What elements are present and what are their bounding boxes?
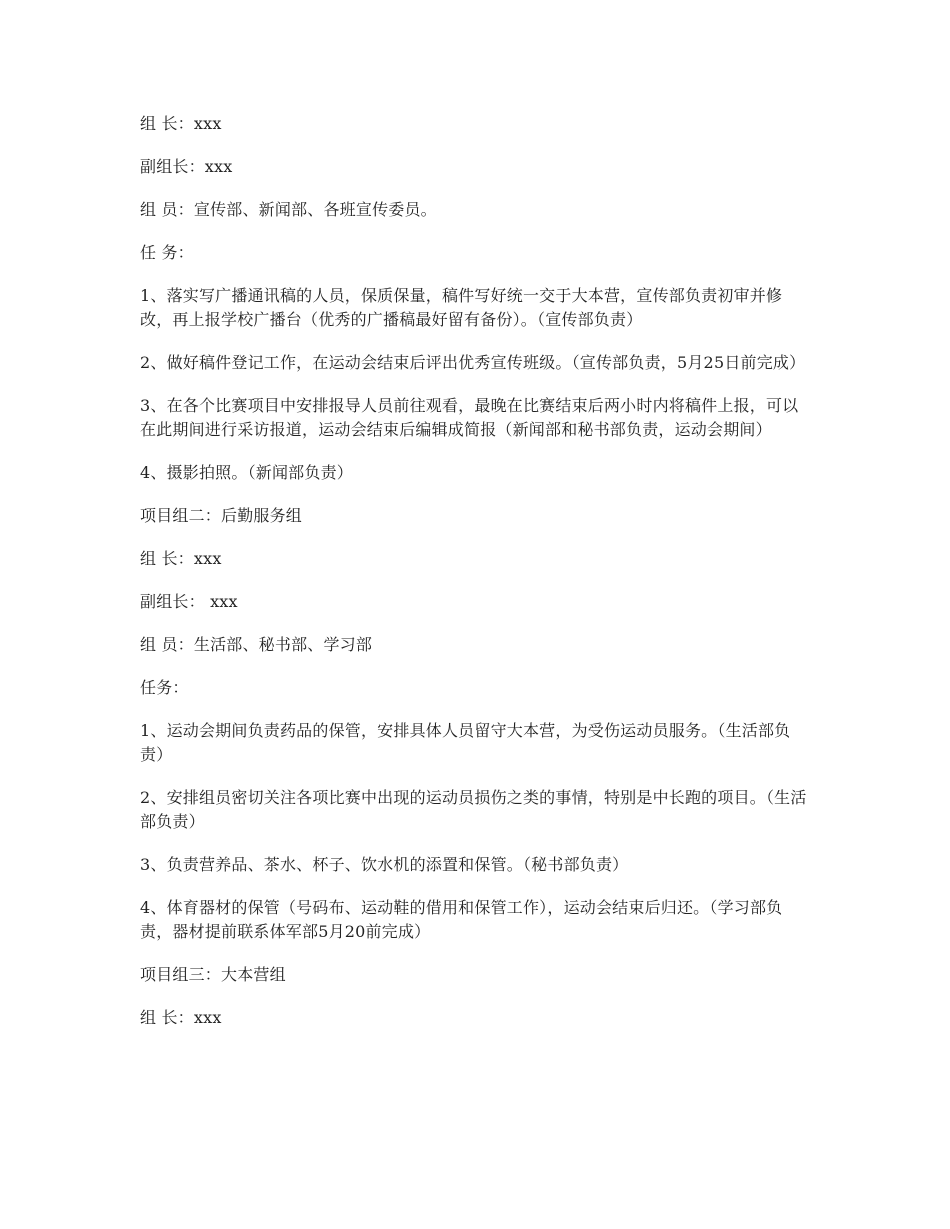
group2-task-1: 1、运动会期间负责药品的保管，安排具体人员留守大本营，为受伤运动员服务。（生活部负责） [140, 721, 791, 764]
group1-members: 组 员：宣传部、新闻部、各班宣传委员。 [140, 200, 437, 219]
document-body [140, 112, 810, 1049]
group1-deputy-leader: 副组长：xxx [140, 157, 233, 176]
group1-task-4: 4、摄影拍照。（新闻部负责） [140, 463, 353, 482]
group1-task-1: 1、落实写广播通讯稿的人员，保质保量，稿件写好统一交于大本营，宣传部负责初审并修改，再上报学校广播台（优秀的广播稿最好留有备份）。（宣传部负责） [140, 286, 783, 329]
group2-leader: 组 长：xxx [140, 549, 222, 568]
group2-task-2: 2、安排组员密切关注各项比赛中出现的运动员损伤之类的事情，特别是中长跑的项目。（生活部负责） [140, 788, 807, 831]
group2-deputy-leader: 副组长： xxx [140, 592, 238, 611]
group3-heading: 项目组三：大本营组 [140, 965, 286, 984]
group1-leader: 组 长：xxx [140, 114, 222, 133]
group2-task-3: 3、负责营养品、茶水、杯子、饮水机的添置和保管。（秘书部负责） [140, 855, 629, 874]
group2-heading: 项目组二：后勤服务组 [140, 506, 303, 525]
group2-tasks-heading: 任务： [140, 678, 189, 697]
group1-task-2: 2、做好稿件登记工作，在运动会结束后评出优秀宣传班级。（宣传部负责，5月25日前完成） [140, 353, 806, 372]
group1-tasks-heading: 任 务： [140, 243, 194, 262]
group2-task-4: 4、体育器材的保管（号码布、运动鞋的借用和保管工作），运动会结束后归还。（学习部负责，器材提前联系体军部5月20前完成） [140, 898, 783, 941]
group2-members: 组 员：生活部、秘书部、学习部 [140, 635, 373, 654]
group1-task-3: 3、在各个比赛项目中安排报导人员前往观看，最晚在比赛结束后两小时内将稿件上报，可以在此期间进行采访报道，运动会结束后编辑成简报（新闻部和秘书部负责，运动会期间） [140, 396, 799, 439]
group3-leader: 组 长：xxx [140, 1008, 222, 1027]
